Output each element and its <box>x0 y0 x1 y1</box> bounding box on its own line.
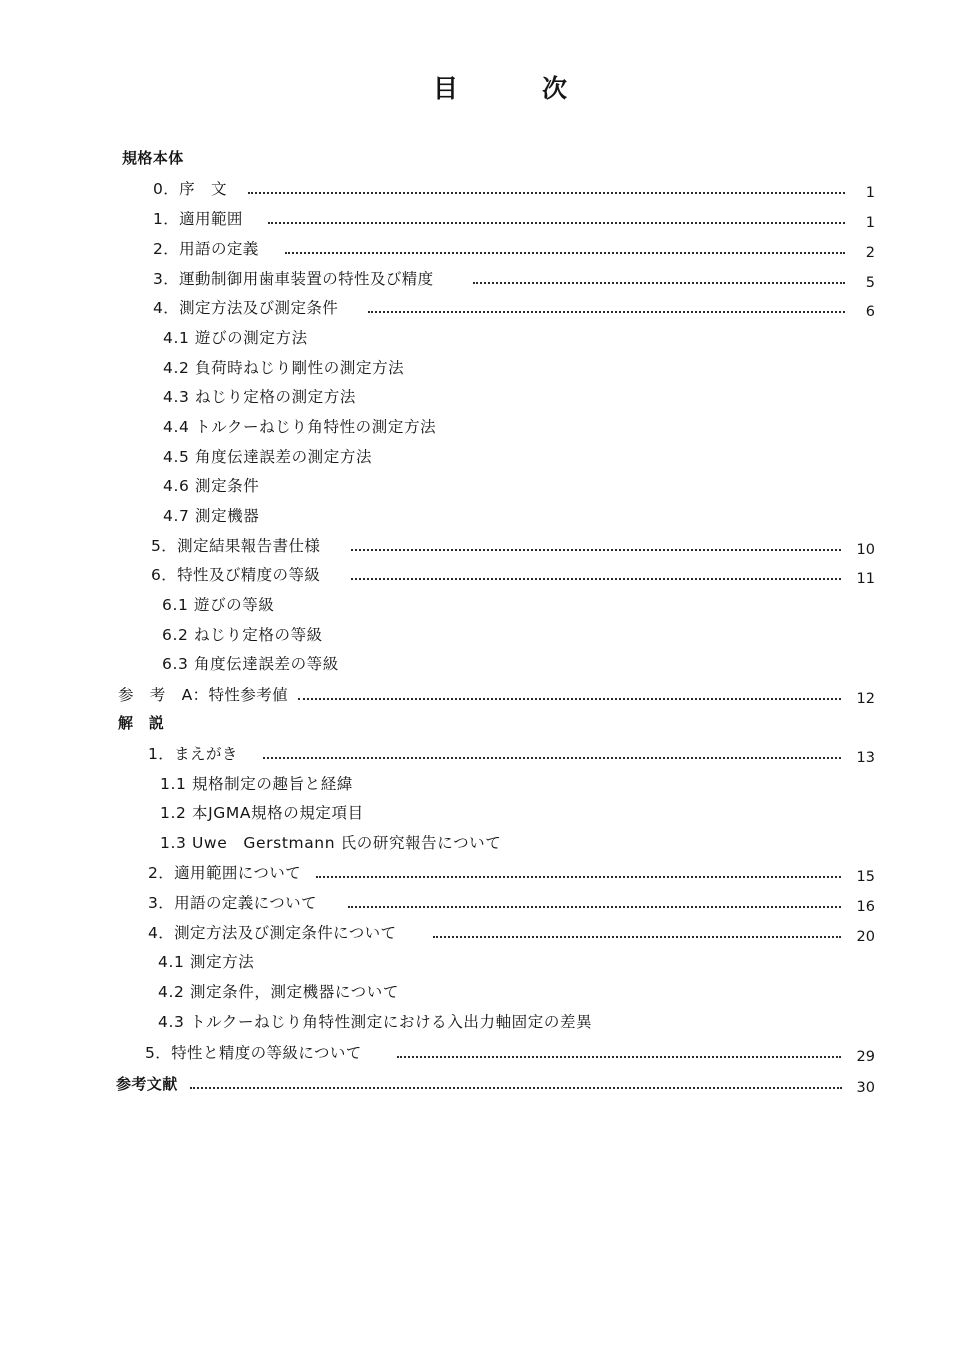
toc-page-number: 29 <box>856 1049 875 1065</box>
toc-entry-label: 3．運動制御用歯車装置の特性及び精度 <box>153 267 438 291</box>
toc-subentry <box>163 504 563 528</box>
toc-leader-dots <box>351 578 841 580</box>
toc-entry-label: 3．用語の定義について <box>148 891 321 915</box>
toc-page-number: 20 <box>856 929 875 945</box>
toc-subentry <box>163 474 563 498</box>
toc-entry <box>153 296 878 320</box>
toc-leader-dots <box>351 549 841 551</box>
toc-entry-label: 参 考 A：特性参考値 <box>118 683 292 707</box>
toc-entry-label: 解 説 <box>118 711 168 735</box>
toc-entry-label: 規格本体 <box>122 146 188 170</box>
toc-subentry <box>158 950 718 974</box>
title-char-2: 次 <box>542 74 568 103</box>
toc-entry <box>151 534 878 558</box>
toc-entry <box>151 563 878 587</box>
toc-entry-label: 2．用語の定義 <box>153 237 263 261</box>
toc-page-number: 5 <box>865 275 875 291</box>
toc-entry-label: 1．適用範囲 <box>153 207 247 231</box>
toc-leader-dots <box>298 698 841 700</box>
toc-subentry <box>162 623 562 647</box>
toc-page-number: 6 <box>865 304 875 320</box>
toc-entry <box>118 683 878 707</box>
toc-subentry <box>163 356 563 380</box>
toc-entry-label: 1.2 本JGMA規格の規定項目 <box>160 801 368 825</box>
toc-page-number: 13 <box>856 750 875 766</box>
toc-entry <box>148 742 878 766</box>
toc-entry <box>148 891 878 915</box>
toc-leader-dots <box>263 757 841 759</box>
toc-entry-label: 6.1 遊びの等級 <box>162 593 278 617</box>
toc-subentry <box>160 831 660 855</box>
toc-entry-label: 1．まえがき <box>148 742 242 766</box>
toc-entry-label: 2．適用範囲について <box>148 861 305 885</box>
toc-leader-dots <box>190 1087 842 1089</box>
toc-entry <box>145 1041 878 1065</box>
toc-leader-dots <box>268 222 845 224</box>
title-char-1: 目 <box>433 74 459 103</box>
toc-page-number: 15 <box>856 869 875 885</box>
toc-entry <box>153 267 878 291</box>
toc-subentry <box>160 772 660 796</box>
toc-entry-label: 4．測定方法及び測定条件 <box>153 296 342 320</box>
toc-entry-label: 6.2 ねじり定格の等級 <box>162 623 327 647</box>
toc-page-number: 1 <box>865 215 875 231</box>
toc-entry-label: 5．測定結果報告書仕様 <box>151 534 324 558</box>
toc-entry-label: 4.6 測定条件 <box>163 474 263 498</box>
toc-leader-dots <box>285 252 845 254</box>
toc-page-number: 30 <box>856 1080 875 1096</box>
toc-entry <box>153 177 878 201</box>
toc-entry <box>153 207 878 231</box>
toc-entry-label: 4．測定方法及び測定条件について <box>148 921 400 945</box>
toc-section-heading <box>122 146 242 170</box>
toc-entry-label: 1.1 規格制定の趣旨と経緯 <box>160 772 357 796</box>
toc-entry-label: 4.1 遊びの測定方法 <box>163 326 312 350</box>
toc-leader-dots <box>348 906 841 908</box>
toc-entry-label: 1.3 Uwe Gerstmann 氏の研究報告について <box>160 831 505 855</box>
toc-entry-label: 4.1 測定方法 <box>158 950 258 974</box>
toc-leader-dots <box>248 192 845 194</box>
toc-subentry <box>163 415 563 439</box>
toc-entry-label: 4.3 トルクーねじり角特性測定における入出力軸固定の差異 <box>158 1010 596 1034</box>
toc-subentry <box>163 385 563 409</box>
toc-subentry <box>158 980 718 1004</box>
toc-leader-dots <box>397 1056 841 1058</box>
toc-page-number: 2 <box>865 245 875 261</box>
toc-subentry <box>158 1010 718 1034</box>
toc-subentry <box>162 593 562 617</box>
toc-leader-dots <box>316 876 841 878</box>
toc-page-number: 1 <box>865 185 875 201</box>
toc-leader-dots <box>473 282 845 284</box>
toc-entry-label: 0．序 文 <box>153 177 231 201</box>
toc-entry-label: 4.4 トルクーねじり角特性の測定方法 <box>163 415 440 439</box>
toc-page-number: 11 <box>856 571 875 587</box>
toc-entry-label: 4.5 角度伝達誤差の測定方法 <box>163 445 376 469</box>
toc-subentry <box>163 326 563 350</box>
toc-leader-dots <box>368 311 845 313</box>
toc-page-number: 16 <box>856 899 875 915</box>
toc-entry <box>148 921 878 945</box>
toc-leader-dots <box>433 936 841 938</box>
toc-entry-label: 6．特性及び精度の等級 <box>151 563 324 587</box>
toc-page-number: 12 <box>856 691 875 707</box>
toc-entry-label: 4.3 ねじり定格の測定方法 <box>163 385 360 409</box>
toc-entry <box>116 1072 878 1096</box>
toc-subentry <box>160 801 660 825</box>
toc-subentry <box>163 445 563 469</box>
toc-section-heading <box>118 711 238 735</box>
toc-entry-label: 参考文献 <box>116 1072 182 1096</box>
toc-entry-label: 4.2 負荷時ねじり剛性の測定方法 <box>163 356 408 380</box>
toc-entry <box>153 237 878 261</box>
toc-entry <box>148 861 878 885</box>
toc-entry-label: 4.2 測定条件，測定機器について <box>158 980 403 1004</box>
toc-entry-label: 5．特性と精度の等級について <box>145 1041 366 1065</box>
toc-entry-label: 6.3 角度伝達誤差の等級 <box>162 652 343 676</box>
toc-subentry <box>162 652 562 676</box>
toc-page-number: 10 <box>856 542 875 558</box>
toc-entry-label: 4.7 測定機器 <box>163 504 263 528</box>
